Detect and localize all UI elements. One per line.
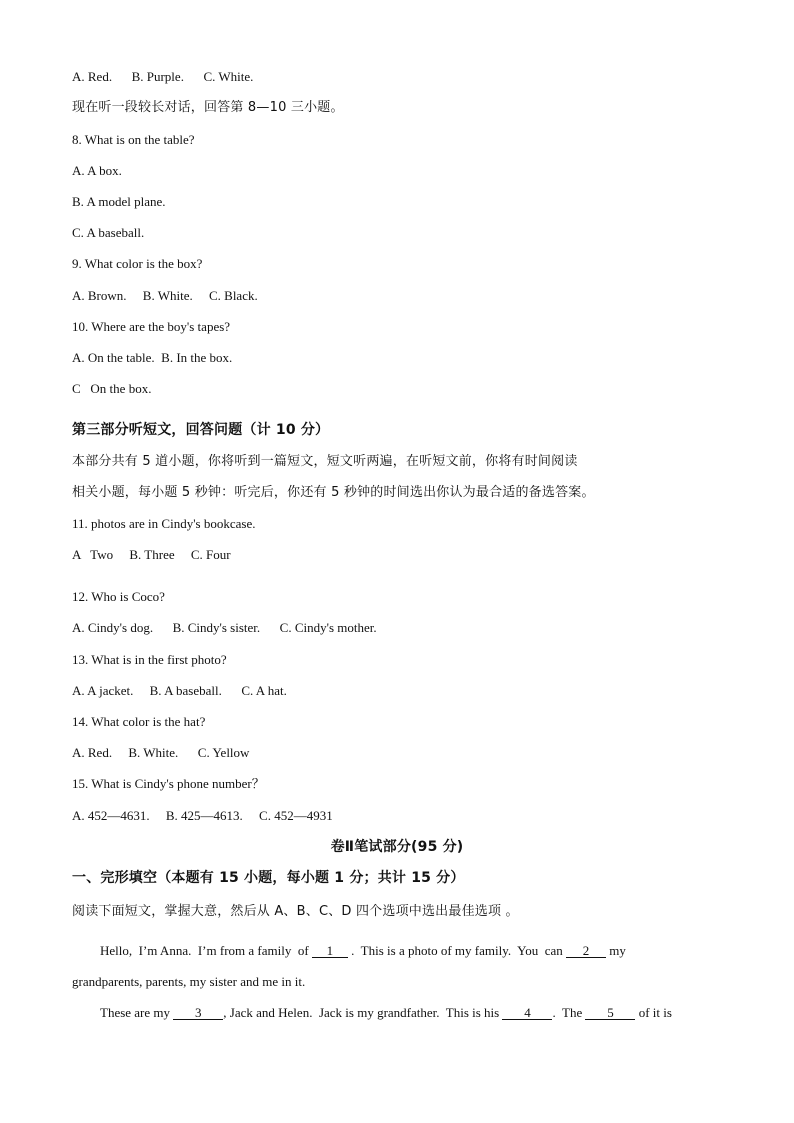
passage-paragraph1-line1 <box>100 943 626 959</box>
q10-option-c: C On the box. <box>72 381 152 396</box>
passage-text: Hello, I’m Anna. I’m from a family of <box>100 943 312 958</box>
passage-text: These are my <box>100 1005 174 1020</box>
q8-option-a: A. A box. <box>72 163 122 178</box>
passage-paragraph1-line2: grandparents, parents, my sister and me in it. <box>72 974 306 989</box>
question-10: 10. Where are the boy's tapes? <box>72 319 231 334</box>
part3-description-line1: 本部分共有 5 道小题，你将听到一篇短文，短文听两遍，在听短文前，你将有时间阅读 <box>72 454 578 469</box>
cloze-instructions: 阅读下面短文，掌握大意，然后从 A、B、C、D 四个选项中选出最佳选项 。 <box>72 904 519 919</box>
q9-options: A. Brown. B. White. C. Black. <box>72 288 258 303</box>
volume2-title: 卷Ⅱ笔试部分(95 分) <box>330 839 464 855</box>
cloze-blank-1[interactable]: 1 <box>312 944 348 958</box>
q8-option-b: B. A model plane. <box>72 194 166 209</box>
passage-text: . The <box>552 1005 586 1020</box>
q13-options: A. A jacket. B. A baseball. C. A hat. <box>72 683 287 698</box>
passage-paragraph2-line1 <box>100 1005 672 1021</box>
q11-options: A Two B. Three C. Four <box>72 547 231 562</box>
question-13: 13. What is in the first photo? <box>72 652 227 667</box>
cloze-blank-2[interactable]: 2 <box>566 944 606 958</box>
passage-text: of it is <box>635 1005 672 1020</box>
passage-text: . This is a photo of my family. You can <box>347 943 567 958</box>
part3-description-line2: 相关小题，每小题 5 秒钟：听完后，你还有 5 秒钟的时间选出你认为最合适的备选答案。 <box>72 485 595 500</box>
question-9: 9. What color is the box? <box>72 256 203 271</box>
q15-options: A. 452—4631. B. 425—4613. C. 452—4931 <box>72 808 333 823</box>
q7-options: A. Red. B. Purple. C. White. <box>72 69 254 84</box>
q10-options-ab: A. On the table. B. In the box. <box>72 350 233 365</box>
cloze-blank-5[interactable]: 5 <box>585 1006 635 1020</box>
q12-options: A. Cindy's dog. B. Cindy's sister. C. Cindy's mother. <box>72 620 377 635</box>
question-15: 15. What is Cindy's phone number？ <box>72 776 265 791</box>
q14-options: A. Red. B. White. C. Yellow <box>72 745 250 760</box>
question-11: 11. photos are in Cindy's bookcase. <box>72 516 256 531</box>
cloze-blank-4[interactable]: 4 <box>502 1006 552 1020</box>
question-8: 8. What is on the table? <box>72 132 195 147</box>
passage-text: , Jack and Helen. Jack is my grandfather. This is his <box>223 1005 503 1020</box>
listening-intro-8-10: 现在听一段较长对话，回答第 8—10 三小题。 <box>72 100 344 115</box>
passage-text: my <box>606 943 626 958</box>
cloze-heading: 一、完形填空（本题有 15 小题，每小题 1 分；共计 15 分） <box>72 870 465 886</box>
q8-option-c: C. A baseball. <box>72 225 145 240</box>
question-12: 12. Who is Coco? <box>72 589 165 604</box>
question-14: 14. What color is the hat? <box>72 714 206 729</box>
cloze-blank-3[interactable]: 3 <box>173 1006 223 1020</box>
part3-heading: 第三部分听短文，回答问题（计 10 分） <box>72 422 330 438</box>
